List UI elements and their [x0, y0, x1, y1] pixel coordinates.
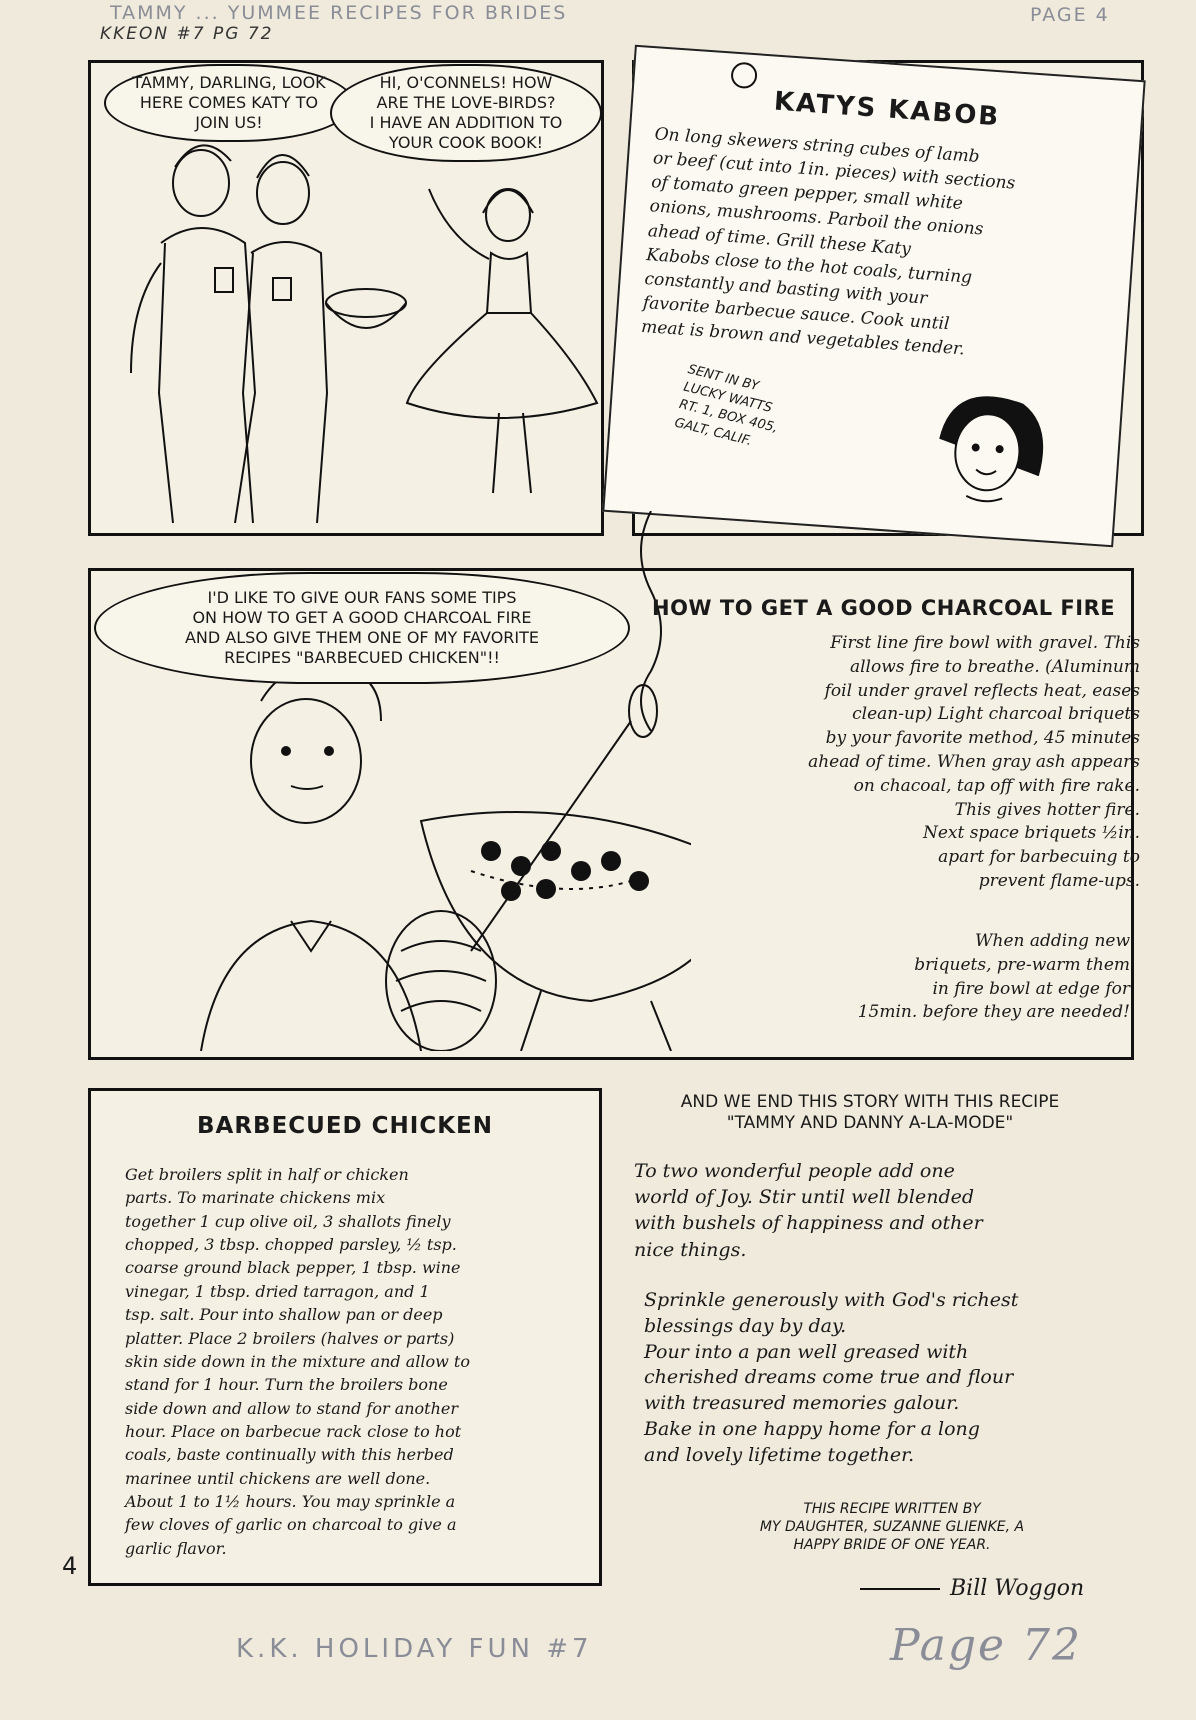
speech-balloon-danny: TAMMY, DARLING, LOOK HERE COMES KATY TO JOIN US!	[104, 64, 354, 142]
recipe-credit: SENT IN BY LUCKY WATTS RT. 1, BOX 405, GALT, CALIF.	[673, 362, 780, 449]
closing-recipe-para-1: To two wonderful people add one world of Joy. Stir until well blended with bushels of happiness and other nice things.	[634, 1160, 983, 1261]
charcoal-tips-title: HOW TO GET A GOOD CHARCOAL FIRE	[652, 596, 1116, 620]
closing-credit: THIS RECIPE WRITTEN BY MY DAUGHTER, SUZANNE GLIENKE, A HAPPY BRIDE OF ONE YEAR.	[759, 1501, 1025, 1554]
closing-recipe-para-2: Sprinkle generously with God's richest blessings day by day. Pour into a pan well greased with cherished dreams come true and flour with treasured memories galour. Bake in one happy home for a long and lovely lifetime together.	[644, 1289, 1019, 1466]
pencil-note-bottom-issue: K.K. HOLIDAY FUN #7	[236, 1634, 593, 1664]
katy-portrait-illustration	[905, 367, 1065, 527]
speech-balloon-katy: HI, O'CONNELS! HOW ARE THE LOVE-BIRDS? I HAVE AN ADDITION TO YOUR COOK BOOK!	[330, 64, 602, 162]
panel-barbecued-chicken	[88, 1088, 602, 1586]
charcoal-tips-body: First line fire bowl with gravel. This allows fire to breathe. (Aluminum foil under gravel reflects heat, eases clean-up) Light charcoal briquets by your favorite method, 45 minutes ahead of time. When gray ash appears on chacoal, tap off with fire rake. This gives hotter fire. Next space briquets ½in. apart for barbecuing to prevent flame-ups.	[808, 633, 1140, 891]
closing-heading: AND WE END THIS STORY WITH THIS RECIPE "TAMMY AND DANNY A-LA-MODE"	[680, 1092, 1060, 1134]
pencil-note-bottom-page: Page 72	[890, 1620, 1083, 1671]
charcoal-tips-body-2: When adding new briquets, pre-warm them in fire bowl at edge for 15min. before they are needed!	[857, 931, 1130, 1023]
pencil-note-issue: KKEON #7 PG 72	[100, 24, 274, 44]
signature-text: Bill Woggon	[950, 1576, 1085, 1601]
artist-signature	[860, 1576, 1084, 1601]
recipe-title: KATYS KABOB	[772, 86, 1002, 133]
pencil-note-title: TAMMY ... YUMMEE RECIPES FOR BRIDES	[110, 2, 568, 24]
signature-dash	[860, 1588, 940, 1590]
smoke-illustration	[621, 511, 681, 731]
speech-balloon-danny-tips: I'D LIKE TO GIVE OUR FANS SOME TIPS ON HOW TO GET A GOOD CHARCOAL FIRE AND ALSO GIVE THEM ONE OF MY FAVORITE RECIPES "BARBECUED CHICKEN"!!	[94, 572, 630, 684]
recipe-card-katys-kabob	[602, 45, 1145, 548]
recipe-body: Get broilers split in half or chicken parts. To marinate chickens mix together 1 cup olive oil, 3 shallots finely chopped, 3 tbsp. chopped parsley, ½ tsp. coarse ground black pepper, 1 tbsp. wine vinegar, 1 tbsp. dried tarragon, and 1 tsp. salt. Pour into shallow pan or deep platter. Place 2 broilers (halves or parts) skin side down in the mixture and allow to stand for 1 hour. Turn the broilers bone side down and allow to stand for another hour. Place on barbecue rack close to hot coals, baste continually with this herbed marinee until chickens are well done. About 1 to 1½ hours. You may sprinkle a few cloves of garlic on charcoal to give a garlic flavor.	[125, 1165, 470, 1558]
recipe-title: BARBECUED CHICKEN	[197, 1113, 493, 1139]
recipe-body: On long skewers string cubes of lamb or beef (cut into 1in. pieces) with sections of tomato green pepper, small white onions, mushrooms. Parboil the onions ahead of time. Grill these Katy Kabobs close to the hot coals, turning constantly and basting with your favorite barbecue sauce. Cook until meat is brown and vegetables tender.	[640, 124, 1016, 360]
pencil-note-page: PAGE 4	[1030, 4, 1110, 26]
page-number: 4	[62, 1552, 78, 1580]
